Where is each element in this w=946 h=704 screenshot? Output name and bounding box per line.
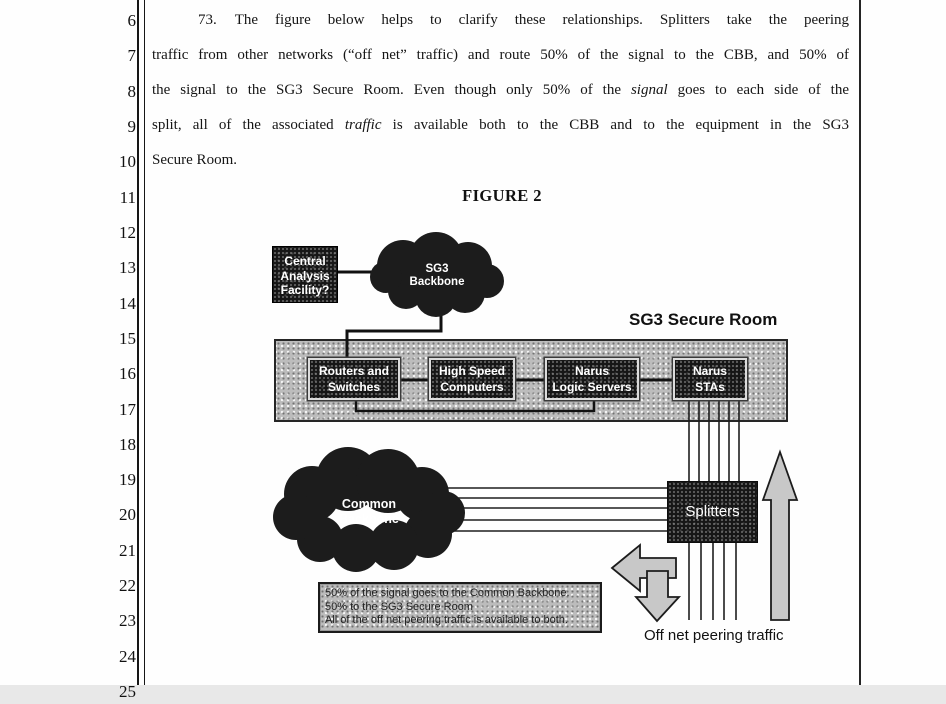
line-number: 15 — [119, 329, 136, 348]
paragraph-line: split, all of the associated traffic is available both to the CBB and to the equipment in the SG3 — [152, 117, 850, 133]
line-number: 6 — [127, 11, 136, 30]
narus-logic-servers-box: Narus Logic Servers — [545, 358, 639, 400]
caf-label-line: Facility? — [280, 283, 330, 297]
central-analysis-facility-box — [272, 246, 338, 303]
line-number: 18 — [119, 435, 136, 454]
sg3-secure-room-label: SG3 Secure Room — [629, 310, 778, 329]
paragraph-line: 73. The figure below helps to clarify these relationships. Splitters take the peering — [198, 12, 849, 28]
caption-line: All of the off net peering traffic is available to both. — [325, 614, 568, 626]
line-number: 13 — [119, 258, 136, 277]
line-number: 9 — [127, 117, 136, 136]
line-number: 21 — [119, 541, 136, 560]
caf-label-line: Analysis — [280, 268, 330, 283]
common-backbone-label: Common Backbone — [339, 497, 399, 526]
caption-line: 50% to the SG3 Secure Room — [325, 600, 473, 613]
line-number: 12 — [119, 223, 136, 242]
tap-lines-lower — [689, 542, 736, 620]
off-net-peering-traffic-label: Off net peering traffic — [644, 627, 784, 644]
high-speed-computers-box: High Speed Computers — [429, 358, 515, 400]
line-number: 24 — [119, 647, 136, 666]
line-number: 23 — [119, 611, 136, 630]
caption-line: 50% of the signal goes to the Common Backbone. — [325, 587, 570, 599]
paragraph-number: 73. — [198, 12, 217, 28]
line-number: 10 — [119, 152, 136, 171]
line-number: 11 — [119, 188, 136, 207]
paragraph-line: traffic from other networks (“off net” traffic) and route 50% of the signal to the CBB, and 50% of — [152, 47, 849, 63]
tap-lines-upper — [689, 397, 739, 482]
splitters-box: Splitters — [667, 481, 758, 543]
line-number: 25 — [119, 682, 136, 701]
narus-stas-box: Narus STAs — [673, 358, 747, 400]
paragraph-line: the signal to the SG3 Secure Room. Even though only 50% of the signal goes to each side of the — [152, 82, 849, 98]
figure-2-label: FIGURE 2 — [462, 186, 542, 205]
line-number: 8 — [127, 82, 136, 101]
line-number: 14 — [119, 294, 136, 313]
sg3-backbone-label: SG3 Backbone — [409, 263, 465, 288]
caf-label-line: Central — [284, 254, 326, 268]
line-number: 7 — [127, 46, 136, 65]
up-arrow-icon — [763, 452, 797, 620]
line-number: 19 — [119, 470, 136, 489]
line-number: 17 — [119, 400, 136, 419]
line-number: 16 — [119, 364, 136, 383]
line-number: 20 — [119, 505, 136, 524]
routers-and-switches-box: Routers and Switches — [308, 358, 400, 400]
line-number: 22 — [119, 576, 136, 595]
paragraph-line: Secure Room. — [152, 152, 237, 168]
